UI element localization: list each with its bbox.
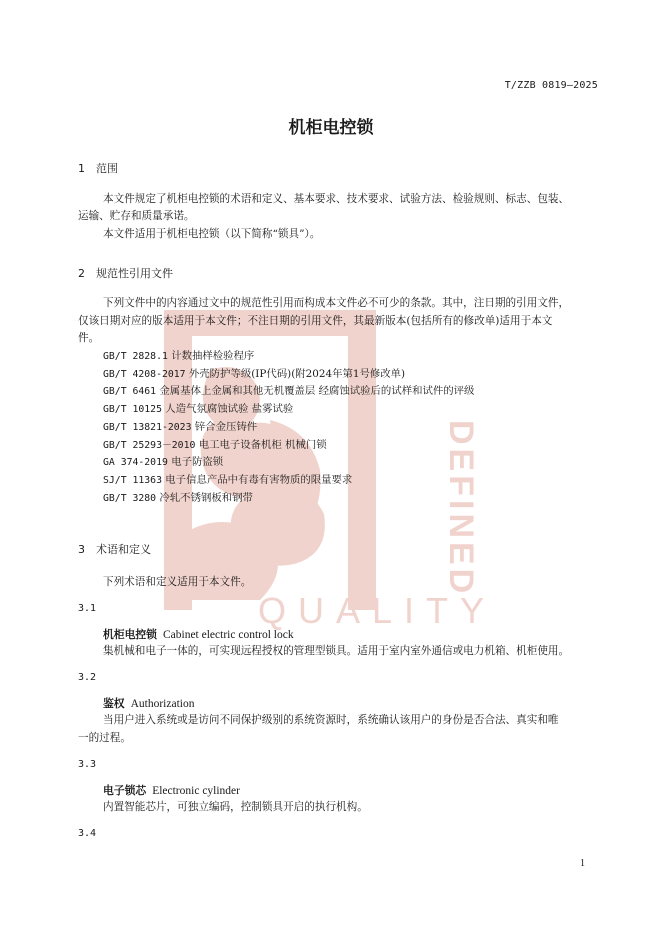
section-title: 术语和定义 (96, 543, 151, 556)
section-number: 1 (78, 162, 85, 175)
refs-paragraph-line-1: 下列文件中的内容通过文中的规范性引用而构成本文件必不可少的条款。其中，注日期的引用文件， (103, 297, 570, 309)
reference-item (103, 419, 474, 437)
section-1-heading (78, 160, 118, 176)
reference-item (103, 472, 474, 490)
section-number: 3 (78, 543, 85, 556)
section-3-heading (78, 541, 151, 557)
reference-name: 计数抽样检验程序 (171, 350, 255, 362)
term-name-en: Cabinet electric control lock (162, 629, 294, 641)
terms-intro: 下列术语和定义适用于本文件。 (103, 576, 252, 588)
reference-item (103, 401, 474, 419)
term-definition-line-2: 一的过程。 (78, 732, 131, 744)
scope-paragraph-line-2: 运输、贮存和质量承诺。 (78, 210, 195, 222)
refs-paragraph-line-3: 件。 (78, 332, 100, 344)
term-entry (103, 783, 240, 798)
clause-number: 3.2 (78, 672, 97, 683)
watermark-horizontal-text: QUALITY (258, 590, 497, 630)
section-title: 规范性引用文件 (96, 267, 173, 280)
normative-reference-list (103, 348, 474, 507)
reference-code: SJ/T 11363 (103, 474, 162, 486)
reference-code: GB/T 6461 (103, 386, 157, 398)
reference-code: GB/T 13821-2023 (103, 421, 192, 433)
reference-name: 锌合金压铸件 (194, 420, 258, 433)
reference-name: 电工电子设备机柜 机械门锁 (198, 438, 327, 451)
reference-name: 外壳防护等级(IP代码)(附2024年第1号修改单) (188, 367, 406, 380)
refs-paragraph-line-2: 仅该日期对应的版本适用于本文件；不注日期的引用文件，其最新版本(包括所有的修改单)适用于本文 (78, 315, 553, 327)
reference-name: 人造气氛腐蚀试验 盐雾试验 (165, 403, 294, 416)
standard-number: T/ZZB 0819—2025 (504, 80, 598, 91)
reference-item (103, 437, 474, 455)
clause-number: 3.1 (78, 603, 97, 614)
reference-name: 金属基体上金属和其他无机覆盖层 经腐蚀试验后的试样和试件的评级 (159, 385, 475, 398)
reference-name: 电子防盗锁 (171, 456, 224, 469)
scope-paragraph-line-1: 本文件规定了机柜电控锁的术语和定义、基本要求、技术要求、试验方法、检验规则、标志、包装、 (103, 193, 570, 205)
section-number: 2 (78, 267, 85, 280)
reference-item (103, 454, 474, 472)
term-name-zh: 电子锁芯 (103, 784, 147, 797)
reference-name: 冷轧不锈钢板和钢带 (159, 491, 253, 504)
reference-item (103, 366, 474, 384)
page-number: 1 (580, 858, 585, 869)
reference-code: GA 374-2019 (103, 457, 168, 469)
reference-name: 电子信息产品中有毒有害物质的限量要求 (165, 473, 353, 486)
reference-item (103, 490, 474, 508)
watermark-vertical-text: DEFINED (442, 420, 480, 598)
reference-code: GB/T 10125 (103, 404, 162, 416)
reference-item (103, 383, 474, 401)
clause-number: 3.3 (78, 759, 97, 770)
reference-code: GB/T 4208-2017 (103, 368, 186, 380)
reference-code: GB/T 2828.1 (103, 351, 168, 362)
document-title: 机柜电控锁 (288, 118, 374, 138)
reference-code: GB/T 3280 (103, 492, 157, 504)
term-name-zh: 鉴权 (103, 697, 125, 710)
scope-paragraph-line-3: 本文件适用于机柜电控锁（以下简称“锁具”）。 (103, 228, 321, 240)
clause-number: 3.4 (78, 828, 97, 839)
reference-code: GB/T 25293－2010 (103, 439, 196, 451)
term-definition: 内置智能芯片，可独立编码，控制锁具开启的执行机构。 (103, 801, 368, 813)
section-2-heading (78, 265, 173, 281)
term-entry (103, 627, 294, 642)
section-title: 范围 (96, 162, 118, 175)
reference-item (103, 348, 474, 366)
term-name-en: Authorization (130, 698, 195, 710)
term-definition-line-1: 当用户进入系统或是访问不同保护级别的系统资源时，系统确认该用户的身份是否合法、真实和唯 (103, 714, 559, 726)
term-name-zh: 机柜电控锁 (103, 628, 157, 641)
term-definition: 集机械和电子一体的，可实现远程授权的管理型锁具。适用于室内室外通信或电力机箱、机柜使用。 (103, 645, 570, 657)
term-entry (103, 696, 194, 711)
term-name-en: Electronic cylinder (152, 785, 240, 797)
